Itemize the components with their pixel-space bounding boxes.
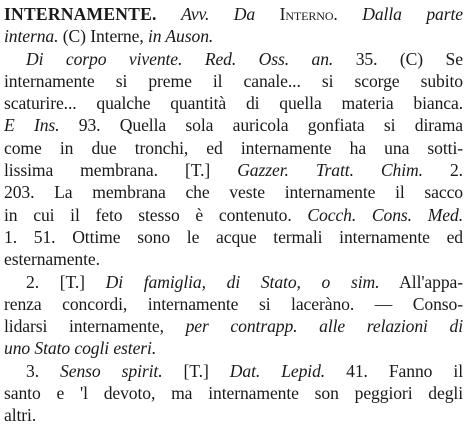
sense-1-line-1 <box>4 48 463 70</box>
quote-text: La membrana che veste internamente il sacco <box>54 182 463 203</box>
quote-page: 41. <box>346 360 368 381</box>
quote-text: Se <box>445 48 463 69</box>
entry-line-1 <box>4 3 463 25</box>
part-of-speech: Avv. <box>181 4 210 24</box>
quote-source: E Ins. <box>4 115 60 136</box>
quote-text-line: esternamente. <box>4 249 100 270</box>
quote-text-line: scaturire... qualche quantità di quella materia bianca. <box>4 93 463 114</box>
definition-start: Dalla parte <box>362 4 463 24</box>
cited-form: Interne, <box>90 26 144 47</box>
quote-text-line: altri. <box>4 405 37 426</box>
quote-source: Gazzer. Tratt. Chim. <box>237 160 423 181</box>
source-marker: [T.] <box>59 271 85 292</box>
sense-text-line: renza concordi, internamente si laceràno. — Conso- <box>4 293 463 314</box>
source-marker: [T.] <box>183 360 209 381</box>
quote-text-line: internamente si preme il canale... si scorge subito <box>4 70 463 91</box>
quote-3-line-1 <box>4 159 463 181</box>
source-marker: [T.] <box>184 160 211 181</box>
etymology-prefix: Da <box>233 4 256 24</box>
quote-4-line-1 <box>4 204 463 226</box>
cited-in: in Auson. <box>147 26 214 47</box>
quote-text-line: santo e 'l devoto, ma internamente son peggiori degli <box>4 383 463 404</box>
quote-page: 1. 51. <box>4 226 56 247</box>
quote-text: Quella sola auricola gonfiata si dirama <box>119 115 463 136</box>
sense-label: Di famiglia, di Stato, o sim. <box>105 271 380 292</box>
sense-label: Di corpo vivente. <box>26 48 183 69</box>
sense-label: uno Stato cogli esteri. <box>4 338 157 359</box>
quote-4-line-2 <box>4 226 463 248</box>
quote-text: in cui il feto stesso è contenuto. <box>4 204 292 225</box>
sense-2-line-3 <box>4 315 463 337</box>
entry-line-2 <box>4 25 463 47</box>
quote-text: lissima membrana. <box>4 160 158 181</box>
sense-label: per contrapp. alle relazioni di <box>185 316 463 337</box>
quote-page: 93. <box>78 115 101 136</box>
quote-text: Ottime sono le acque termali internamente ed <box>72 226 463 247</box>
quote-2-line-1 <box>4 114 463 136</box>
sense-number: 2. <box>26 271 39 292</box>
quote-source: Dat. Lepid. <box>229 360 326 381</box>
quote-text: Fanno il <box>388 360 463 381</box>
sense-number: 3. <box>26 360 39 381</box>
quote-source: Red. Oss. an. <box>204 48 334 69</box>
source-marker: (C) <box>399 48 424 69</box>
sense-label: Senso spirit. <box>60 360 163 381</box>
quote-3-line-2 <box>4 181 463 203</box>
quote-source: Cocch. Cons. Med. <box>307 204 463 225</box>
source-marker: (C) <box>62 26 86 47</box>
sense-3-line-1 <box>4 360 463 382</box>
dictionary-entry <box>4 3 463 427</box>
quote-page: 203. <box>4 182 35 203</box>
sense-text: All'appa- <box>399 271 463 292</box>
sense-2-line-1 <box>4 271 463 293</box>
definition-end: interna. <box>4 26 59 47</box>
quote-text-line: come in due tronchi, ed internamente ha una sotti- <box>4 137 463 158</box>
quote-page: 35. <box>355 48 378 69</box>
etymology-word: Interno. <box>279 4 338 24</box>
sense-2-line-4 <box>4 337 463 359</box>
sense-text: lidarsi internamente, <box>4 316 164 337</box>
quote-page: 2. <box>449 160 463 181</box>
headword: INTERNAMENTE. <box>4 4 157 24</box>
